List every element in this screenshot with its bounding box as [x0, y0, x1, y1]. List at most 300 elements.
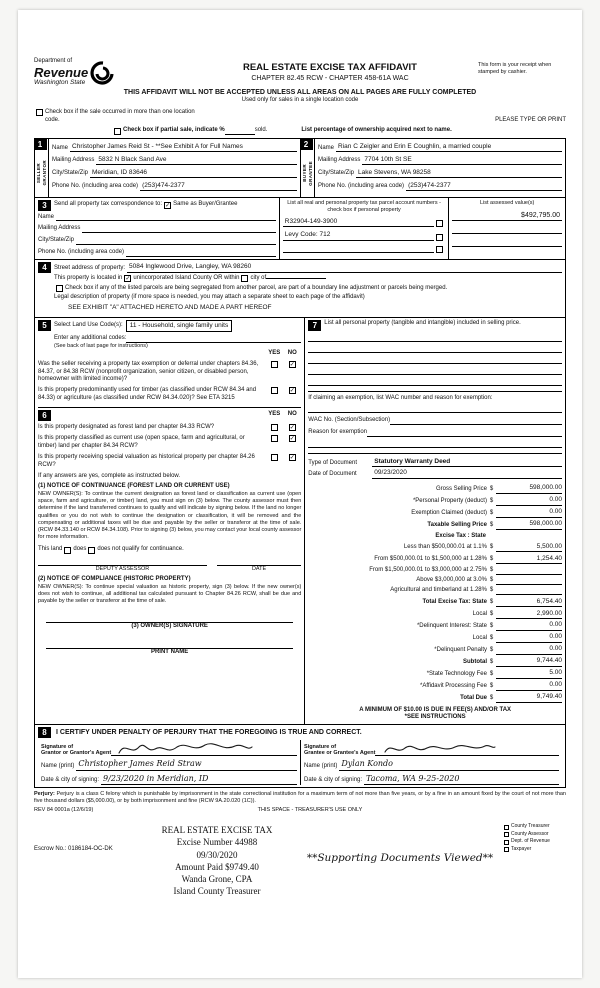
tax-value: 6,754.40: [496, 598, 562, 607]
no-header: NO: [287, 349, 297, 356]
dor-logo-text: [34, 58, 88, 87]
tax-label: Total Due: [460, 694, 487, 701]
tax-value: [496, 578, 562, 585]
additional-codes-line: [126, 342, 301, 343]
grantor-name-label: Name (print): [41, 762, 75, 769]
section-8-number: 8: [38, 727, 51, 738]
minimum-due-note: A MINIMUM OF $10.00 IS DUE IN FEE(S) AND/OR TAX: [359, 706, 512, 713]
grantor-date-value: 9/23/2020 in Meridian, ID: [101, 774, 297, 785]
partial-sale-row: [34, 127, 566, 135]
dept-revenue-checkbox: [504, 840, 509, 845]
corr-city-label: City/State/Zip: [38, 237, 75, 244]
grantee-name-row: [304, 759, 559, 770]
tax-row-processing-fee: [308, 681, 562, 690]
dollar-sign: $: [489, 587, 494, 594]
yes-header: YES: [268, 349, 281, 356]
logo-revenue-text: Revenue: [34, 64, 89, 80]
question-text: Is this property predominantly used for timber (as classified under RCW 84.34 and 84.33) or agriculture (as classified under RCW 84.34.020)? See ETA 3215: [38, 387, 257, 401]
supporting-documents-note: **Supporting Documents Viewed**: [306, 852, 494, 865]
tax-row-agricultural: [308, 587, 562, 595]
buyer-phone-label: Phone No. (including area code): [318, 183, 405, 190]
document-type-label: Type of Document: [308, 459, 357, 466]
left-column: [35, 318, 305, 725]
tax-row-technology-fee: [308, 669, 562, 678]
corr-mailing-label: Mailing Address: [38, 225, 81, 232]
stamp-line-1: REAL ESTATE EXCISE TAX: [161, 825, 273, 836]
dollar-sign: $: [489, 623, 494, 630]
owners-signature-label: (3) OWNER(S) SIGNATURE: [131, 623, 208, 630]
assessed-value: $492,795.00: [452, 211, 562, 221]
street-address-label: Street address of property:: [54, 264, 126, 271]
form-subtitle: CHAPTER 82.45 RCW - CHAPTER 458-61A WAC: [251, 75, 409, 83]
dollar-sign: $: [489, 694, 494, 701]
grantee-signature-labels: [304, 744, 375, 757]
section-4: [34, 260, 566, 318]
question-text: Is this property classified as current use (open space, farm and agricultural, or timber) land per chapter 84.34 RCW?: [38, 435, 245, 450]
tax-label: Total Excise Tax: State: [422, 599, 487, 606]
levy-personal-checkbox: [436, 234, 443, 241]
corr-name-field: [38, 214, 276, 222]
section-5-question-2: [38, 387, 301, 403]
partial-sale-suffix: sold.: [254, 126, 268, 133]
dollar-sign: $: [489, 658, 494, 665]
tax-row-subtotal: [308, 657, 562, 666]
assessed-header: List assessed value(s): [479, 199, 535, 206]
segregated-row: [54, 285, 562, 293]
buyer-mailing-value: 7704 10th St SE: [362, 156, 562, 165]
s6-q1-no-checkbox: ✓: [289, 424, 295, 431]
exemption-blank-line: [308, 404, 562, 413]
city-of-line: [266, 278, 326, 279]
s6-q3-yes-checkbox: [271, 454, 278, 461]
assessed-values-block: [448, 198, 565, 259]
s5-q2-yes-checkbox: [271, 387, 278, 394]
perjury-text: Perjury is a class C felony which is punishable by imprisonment in the state correctional institution for a maximum term of not more than five years, or by a fine in an amount fixed by the court of not more than five thousand dollars ($5,000.00), or by both imprisonment and fine (RCW 9A.20.020 (1C)).: [34, 790, 566, 805]
s5-q1-no-checkbox: ✓: [289, 361, 295, 368]
tax-value: 0.00: [496, 496, 562, 505]
seller-mailing-field: [52, 156, 297, 165]
grantor-signature-block: [38, 740, 300, 785]
segregated-label: Check box if any of the listed parcels are being segregated from another parcel, are part of a boundary line adjustment or parcels being merged.: [65, 284, 448, 291]
tax-label: Local: [472, 611, 487, 618]
owners-signature-line: [46, 613, 293, 623]
grantee-signature-block: [300, 740, 562, 785]
grantee-name-value: Dylan Kondo: [339, 759, 559, 770]
notice-2-title: (2) NOTICE OF COMPLIANCE (HISTORIC PROPERTY): [38, 576, 191, 583]
grantee-date-value: Tacoma, WA 9-25-2020: [364, 774, 559, 785]
dor-swirl-icon: [90, 61, 114, 85]
tax-value: 9,749.40: [496, 693, 562, 702]
s5-q1-yes-checkbox: [271, 361, 278, 368]
parcel-numbers-block: [279, 198, 449, 259]
tax-label: Above $3,000,000 at 3.0%: [416, 577, 487, 584]
dollar-sign: $: [489, 635, 494, 642]
tax-row-local: [308, 610, 562, 619]
wac-label: WAC No. (Section/Subsection): [308, 417, 391, 424]
seller-city-label: City/State/Zip: [52, 170, 89, 177]
county-treasurer-checkbox: [504, 825, 509, 830]
s6-q3-no-checkbox: ✓: [289, 454, 295, 461]
buyer-fields: [315, 139, 565, 197]
certify-text: I CERTIFY UNDER PENALTY OF PERJURY THAT THE FOREGOING IS TRUE AND CORRECT.: [56, 729, 362, 737]
dollar-sign: $: [489, 577, 494, 584]
document-date-row: [308, 469, 562, 478]
city-checkbox: [241, 275, 248, 282]
tax-label: From $500,000.01 to $1,500,000 at 1.28%: [374, 556, 487, 563]
grantee-signature: [379, 739, 499, 757]
section-5-number: 5: [38, 320, 51, 331]
personal-property-line: [308, 344, 562, 353]
tax-label: Subtotal: [462, 658, 487, 665]
see-instructions-note: *SEE INSTRUCTIONS: [404, 714, 466, 721]
tax-row-tier1: [308, 543, 562, 552]
multi-location-checkbox: [36, 109, 43, 116]
document-type-value: Statutory Warranty Deed: [372, 458, 562, 467]
buyer-side-label-1: BUYER: [302, 164, 307, 182]
section-6-question-3: [38, 454, 301, 470]
buyer-city-label: City/State/Zip: [318, 170, 355, 177]
seller-city-value: Meridian, ID 83646: [90, 169, 297, 178]
tax-value: [496, 588, 562, 595]
buyer-phone-field: [318, 182, 562, 191]
section-6: [38, 407, 301, 657]
escrow-label: Escrow No.:: [34, 846, 67, 853]
dor-logo: [34, 58, 182, 87]
levy-code-label: Levy Code:: [284, 231, 318, 239]
treasurer-space-label: THIS SPACE - TREASURER'S USE ONLY: [257, 807, 363, 814]
dollar-sign: $: [489, 670, 494, 677]
grantor-date-label: Date & city of signing:: [41, 777, 100, 784]
corr-city-value: [76, 244, 276, 245]
parcel-header: List all real and personal property tax parcel account numbers - check box if personal property: [287, 199, 441, 213]
section-2-number: 2: [300, 139, 313, 150]
parcel-row-3: [283, 245, 446, 253]
tax-row-gross: [308, 484, 562, 493]
tax-value: 0.00: [496, 508, 562, 517]
street-address-row: [38, 262, 562, 273]
wac-line: [390, 424, 562, 425]
buyer-strip: [301, 139, 315, 197]
county-assessor-label: County Assessor: [511, 830, 549, 837]
single-location-note: Used only for sales in a single location code: [241, 97, 359, 104]
dollar-sign: $: [489, 544, 494, 551]
tax-row-total-due: [308, 693, 562, 702]
tax-label: From $1,500,000.01 to $3,000,000 at 2.75%: [369, 566, 487, 573]
question-text: Is this property designated as forest land per chapter 84.33 RCW?: [38, 423, 215, 430]
dist-taxpayer: [504, 847, 566, 853]
s6-q2-yes-checkbox: [271, 435, 278, 442]
levy-code-line: [283, 231, 435, 240]
treasurer-area: [34, 824, 566, 897]
reason-row: [308, 429, 562, 437]
tax-row-tier3: [308, 567, 562, 575]
same-as-buyer-label: Same as Buyer/Grantee: [173, 201, 238, 208]
land-does-not-checkbox: [88, 547, 95, 554]
corr-mailing-field: [38, 225, 276, 233]
signature-columns: [38, 740, 562, 785]
partial-sale-label: Check box if partial sale, indicate %: [123, 126, 225, 133]
corr-name-label: Name: [38, 213, 55, 220]
escrow-value: 0186184-OC-DK: [68, 846, 113, 853]
tax-row-tier4: [308, 577, 562, 585]
ownership-label: List percentage of ownership acquired next to name.: [301, 126, 452, 133]
street-address-value: 5084 Inglewood Drive, Langley, WA 98260: [127, 263, 562, 272]
tax-correspondence-block: [35, 198, 279, 259]
reason-blank-line: [308, 439, 562, 448]
signature-of-label: Signature of: [41, 743, 74, 750]
located-row: [54, 275, 562, 283]
section-6-number: 6: [38, 410, 51, 421]
buyer-name-label: Name: [318, 144, 335, 151]
tax-value: 5.00: [496, 669, 562, 678]
parcel-row-2: [283, 231, 446, 240]
personal-property-line: [308, 366, 562, 375]
legal-description-label: Legal description of property (if more space is needed, you may attach a separate sheet to each page of the affidavit): [54, 294, 365, 301]
parcel-row-1: [283, 218, 446, 227]
dollar-sign: $: [489, 521, 494, 528]
buyer-name-field: [318, 143, 562, 152]
any-yes-note: If any answers are yes, complete as instructed below.: [38, 472, 181, 479]
tax-value: 0.00: [496, 633, 562, 642]
stamp-line-5: Wanda Grone, CPA: [181, 873, 253, 884]
send-correspondence-row: [38, 200, 276, 211]
treasurer-stamp: [138, 824, 296, 897]
tax-value: 598,000.00: [496, 520, 562, 529]
send-correspondence-label: Send all property tax correspondence to:: [54, 201, 163, 208]
tax-value: 5,500.00: [496, 543, 562, 552]
tax-value: 598,000.00: [496, 484, 562, 493]
tax-label: Agricultural and timberland at 1.28%: [390, 587, 487, 594]
additional-codes-row: [54, 335, 301, 343]
section-6-question-2: [38, 435, 301, 451]
legal-description-value: SEE EXHIBIT "A" ATTACHED HERETO AND MADE A PART HEREOF: [68, 304, 272, 312]
seller-phone-label: Phone No. (including area code): [52, 183, 139, 190]
tax-value: 0.00: [496, 645, 562, 654]
land-use-row: [38, 320, 301, 332]
seller-strip: [35, 139, 49, 197]
grantor-name-row: [41, 759, 297, 770]
distribution-checkboxes: [504, 824, 566, 854]
tax-row-exemption: [308, 508, 562, 517]
print-name-line: [46, 639, 293, 649]
partial-sale-checkbox: [114, 128, 121, 135]
perjury-label: Perjury:: [34, 790, 55, 797]
personal-property-line: [308, 355, 562, 364]
section-3-number: 3: [38, 200, 51, 211]
section-1-number: 1: [34, 139, 47, 150]
certify-row: [38, 727, 562, 738]
county-treasurer-label: County Treasurer: [511, 823, 550, 830]
dollar-sign: $: [489, 599, 494, 606]
deputy-assessor-label: DEPUTY ASSESSOR: [95, 565, 150, 572]
section-7-header-row: [308, 320, 562, 331]
corr-phone-label: Phone No. (including area code): [38, 248, 125, 255]
tax-row-personal: [308, 496, 562, 505]
stamp-line-2: Excise Number 44988: [176, 837, 258, 848]
qualify-pre-label: This land: [38, 546, 63, 553]
document-date-value: 09/23/2020: [372, 469, 562, 478]
grantor-signature-labels: [41, 744, 111, 757]
notice-2-text: NEW OWNER(S): To continue special valuation as historic property, sign (3) below. If the new owner(s) does not wish to continue, all additional tax calculated pursuant to Chapter 84.26 RCW, shall be due and payable by the seller or transferor at the time of sale.: [38, 583, 302, 605]
tax-table: [308, 482, 562, 722]
tax-row-delinquent-interest-local: [308, 633, 562, 642]
tax-row-delinquent-interest-state: [308, 621, 562, 630]
notice-1-text: NEW OWNER(S): To continue the current designation as forest land or classification as current use (open space, farm and agriculture, or timber) land, you must sign on (3) below. The county assessor must then determine if the land transferred continues to qualify and will indicate by signing below. If the land no longer qualifies or you do not wish to continue the designation or classification, it will be removed and the compensating or additional taxes will be due and payable by the seller or transferor at the time of sale. (RCW 84.33.140 or RCW 84.34.108). Prior to signing (3) below, you may contact your local county assessor for more information.: [38, 491, 302, 540]
tax-label: *Delinquent Penalty: [434, 647, 487, 653]
seller-city-field: [52, 169, 297, 178]
grantee-signature-row: [304, 740, 559, 756]
affidavit-page: [18, 10, 582, 978]
receipt-note: This form is your receipt when stamped by cashier.: [478, 62, 552, 76]
form-content: [34, 58, 566, 897]
deputy-date-label: DATE: [251, 565, 267, 572]
grantee-date-label: Date & city of signing:: [304, 777, 363, 784]
dollar-sign: $: [489, 566, 494, 573]
right-column: [305, 318, 565, 725]
tax-row-delinquent-penalty: [308, 645, 562, 654]
seller-phone-field: [52, 182, 297, 191]
buyer-city-field: [318, 169, 562, 178]
main-columns: [34, 318, 566, 726]
section-3: [34, 198, 566, 260]
personal-property-line: [308, 333, 562, 342]
buyer-name-value: Rian C Zeigler and Erin E Coughlin, a married couple: [336, 143, 562, 152]
assessed-blank-line-1: [452, 225, 562, 234]
seller-side-label-1: SELLER: [36, 162, 41, 184]
tax-label: *Personal Property (deduct): [412, 497, 487, 504]
seller-phone-value: (253)474-2377: [140, 182, 297, 191]
qualify-row: [38, 546, 301, 554]
seller-name-value: Christopher James Reid St - **See Exhibit A for Full Names: [70, 143, 297, 152]
s5-q2-no-checkbox: ✓: [289, 388, 295, 395]
grantor-signature-row: [41, 740, 297, 756]
grantor-date-row: [41, 774, 297, 785]
tax-value: 1,254.40: [496, 555, 562, 564]
seller-mailing-value: 5832 N Black Sand Ave: [96, 156, 297, 165]
grantor-signature: [115, 739, 255, 757]
unincorporated-checkbox: ✓: [125, 276, 131, 283]
section-7-number: 7: [308, 320, 321, 331]
tax-label: *State Technology Fee: [426, 670, 487, 677]
multi-location-label: Check box if the sale occurred in more than one location code.: [45, 109, 195, 123]
corr-phone-value: [126, 256, 276, 257]
dist-county-treasurer: [504, 824, 566, 830]
dollar-sign: $: [489, 509, 494, 516]
logo-state-text: Washington State: [34, 78, 86, 86]
parcel-number-value: R32904-149-3900: [283, 218, 435, 227]
partial-sale-percent-line: [225, 134, 255, 135]
section-6-question-1: [38, 424, 301, 433]
seller-name-label: Name: [52, 144, 69, 151]
rev-number: REV 84 0001a (12/6/19): [34, 807, 94, 814]
city-of-label: city of: [250, 274, 267, 281]
assessed-blank-line-2: [452, 238, 562, 247]
stamp-line-3: 09/30/2020: [196, 849, 238, 860]
tax-row-taxable: [308, 520, 562, 529]
dollar-sign: $: [489, 682, 494, 689]
notice-1-title: (1) NOTICE OF CONTINUANCE (FOREST LAND OR CURRENT USE): [38, 483, 230, 490]
corr-name-value: [56, 220, 276, 221]
grantor-agent-label: Grantor or Grantor's Agent: [41, 749, 112, 756]
tax-label: Exemption Claimed (deduct): [411, 509, 487, 516]
type-or-print-label: PLEASE TYPE OR PRINT: [495, 116, 566, 123]
tax-label: Less than $500,000.01 at 1.1%: [403, 544, 487, 551]
county-assessor-checkbox: [504, 832, 509, 837]
s6-q1-yes-checkbox: [271, 424, 278, 431]
corr-city-field: [38, 237, 276, 245]
grantee-signature-area: [375, 740, 559, 756]
excise-tax-header: Excise Tax : State: [435, 532, 486, 539]
warning-text: THIS AFFIDAVIT WILL NOT BE ACCEPTED UNLESS ALL AREAS ON ALL PAGES ARE FULLY COMPLETED: [123, 89, 477, 97]
seller-name-field: [52, 143, 297, 152]
seller-section: [35, 139, 300, 197]
document-type-row: [308, 458, 562, 467]
grantor-signature-area: [111, 740, 297, 756]
tax-value: [496, 568, 562, 575]
document-info: [308, 453, 562, 479]
dist-dept-revenue: [504, 839, 566, 845]
corr-phone-field: [38, 249, 276, 257]
grantee-date-row: [304, 774, 559, 785]
grantee-agent-label: Grantee or Grantee's Agent: [304, 749, 376, 756]
dollar-sign: $: [489, 556, 494, 563]
seller-side-label-2: GRANTOR: [41, 160, 47, 186]
unincorporated-label: unincorporated Island County OR within: [133, 274, 240, 281]
tax-value: 0.00: [496, 681, 562, 690]
tax-label: Gross Selling Price: [435, 485, 487, 492]
footer-row: [34, 807, 566, 814]
located-pre-label: This property is located in: [54, 274, 123, 281]
wac-row: [308, 417, 562, 425]
grantor-name-value: Christopher James Reid Straw: [76, 759, 297, 770]
exemption-block: [308, 391, 562, 448]
levy-code-value: 712: [319, 231, 331, 239]
question-text: Is this property receiving special valuation as historical property per chapter 84.26 RCW?: [38, 453, 255, 468]
signature-of-label: Signature of: [304, 743, 337, 750]
section-8: [34, 725, 566, 788]
yes-header: YES: [268, 411, 281, 418]
taxpayer-label: Taxpayer: [511, 845, 532, 852]
escrow-number: [34, 846, 138, 854]
form-title: REAL ESTATE EXCISE TAX AFFIDAVIT: [242, 62, 417, 73]
buyer-side-labels: [302, 150, 313, 197]
instructions-note: (See back of last page for instructions): [54, 342, 148, 349]
taxpayer-checkbox: [504, 847, 509, 852]
grantee-name-label: Name (print): [304, 762, 338, 769]
land-does-checkbox: [64, 547, 71, 554]
tax-label: *Delinquent Interest: State: [416, 623, 487, 630]
dollar-sign: $: [489, 497, 494, 504]
section-4-number: 4: [38, 262, 51, 273]
tax-row-tier2: [308, 555, 562, 564]
tax-label: *Affidavit Processing Fee: [420, 682, 487, 689]
tax-label: Local: [472, 635, 487, 642]
additional-codes-label: Enter any additional codes:: [54, 334, 127, 341]
question-text: Was the seller receiving a property tax exemption or deferral under chapters 84.36, 84.37, or 84.38 RCW (nonprofit organization, senior citizen, or disabled person, homeowner with limited income)?: [38, 360, 259, 383]
dollar-sign: $: [489, 611, 494, 618]
tax-value: 9,744.40: [496, 657, 562, 666]
buyer-mailing-label: Mailing Address: [318, 157, 361, 164]
exemption-note: If claiming an exemption, list WAC number and reason for exemption:: [308, 394, 493, 401]
reason-label: Reason for exemption: [308, 429, 367, 436]
buyer-side-label-2: GRANTEE: [307, 160, 313, 186]
section-6-header: [38, 410, 301, 421]
seller-side-labels: [36, 150, 47, 197]
parties-section: [34, 138, 566, 198]
s6-q2-no-checkbox: ✓: [289, 436, 295, 443]
parcel-blank-checkbox: [436, 246, 443, 253]
same-as-buyer-checkbox: ✓: [165, 202, 171, 209]
